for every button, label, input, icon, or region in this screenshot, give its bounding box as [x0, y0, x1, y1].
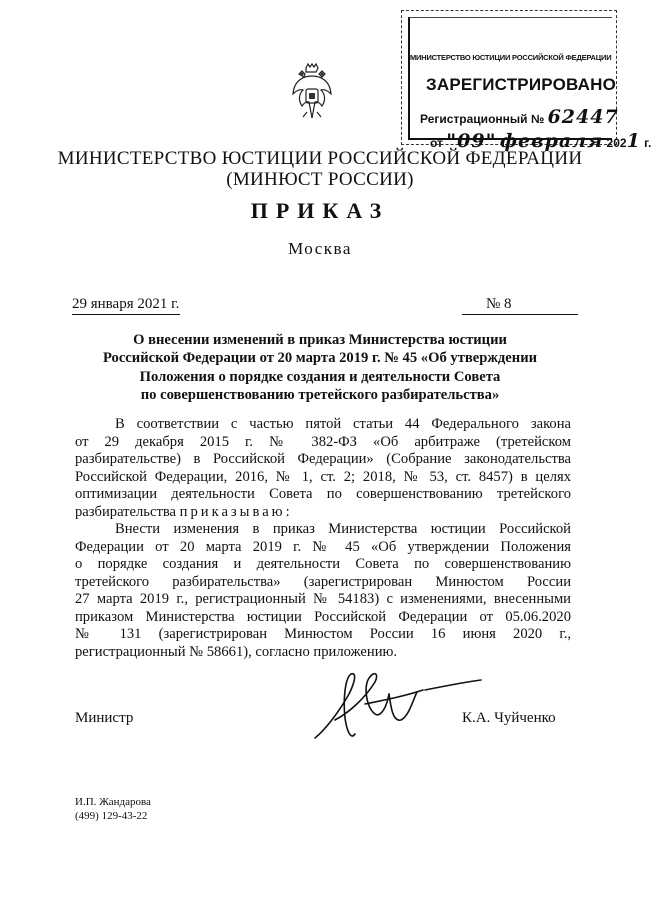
body-line: о порядке создания и деятельности Совета по совершенствованию: [75, 556, 571, 572]
body-line: третейского разбирательства» (зарегистрирован Минюстом России: [75, 573, 571, 590]
body-line: Внести изменения в приказ Министерства юстиции Российской: [115, 521, 571, 537]
body-line: разбирательства приказываю:: [75, 503, 293, 520]
registration-stamp: [401, 10, 651, 152]
body-line: № 131 (зарегистрирован Минюстом России 16 июня 2020 г.,: [75, 626, 571, 642]
order-body: [75, 416, 571, 661]
heading-line: О внесении изменений в приказ Министерства юстиции: [133, 332, 507, 348]
body-line: регистрационный № 58661), согласно приложению.: [75, 643, 398, 660]
order-word: приказываю:: [179, 503, 293, 520]
heading-line: по совершенствованию третейского разбирательства»: [140, 387, 500, 404]
handwritten-signature: [305, 660, 485, 750]
heading-line: Российской Федерации от 20 марта 2019 г. № 45 «Об утверждении: [102, 350, 538, 367]
document-type: ПРИКАЗ: [250, 198, 390, 223]
city: Москва: [288, 239, 352, 258]
executor-phone: (499) 129-43-22: [75, 810, 148, 822]
body-line: от 29 декабря 2015 г. № 382-ФЗ «Об арбитраже (третейском: [75, 433, 571, 450]
stamp-registered: ЗАРЕГИСТРИРОВАНО: [426, 75, 617, 94]
stamp-registration-line: [420, 106, 619, 128]
signer-name: К.А. Чуйченко: [462, 710, 556, 726]
stamp-date-year-prefix: 202: [606, 136, 627, 150]
body-line: 27 марта 2019 г., регистрационный № 54183) с изменениями, внесенными: [75, 591, 571, 607]
body-line: оптимизации деятельности Совета по совершенствованию третейского: [75, 486, 571, 502]
stamp-date-prefix: от: [430, 136, 443, 150]
stamp-reg-label: Регистрационный №: [420, 112, 545, 126]
executor-name: И.П. Жандарова: [75, 796, 151, 808]
body-line: Федерации от 20 марта 2019 г. № 45 «Об утверждении Положения: [75, 538, 571, 555]
stamp-date-month: февраля: [499, 130, 604, 152]
stamp-ministry: МИНИСТЕРСТВО ЮСТИЦИИ РОССИЙСКОЙ ФЕДЕРАЦИИ: [410, 53, 612, 62]
date-underline: [72, 314, 180, 315]
stamp-reg-number: 62447: [547, 106, 619, 128]
heading-line: Положения о порядке создания и деятельности Совета: [139, 368, 501, 385]
body-line: Российской Федерации, 2016, № 1, ст. 2; 2018, № 53, ст. 8457) в целях: [75, 468, 571, 485]
body-line: приказом Министерства юстиции Российской Федерации от 05.06.2020: [75, 608, 571, 625]
coat-of-arms-icon: [290, 62, 334, 122]
ministry-short-title: (МИНЮСТ РОССИИ): [226, 169, 414, 190]
order-date: 29 января 2021 г.: [72, 296, 180, 312]
body-line: В соответствии с частью пятой статьи 44 Федерального закона: [115, 416, 571, 432]
stamp-date-year-suffix: 1: [626, 130, 641, 152]
number-underline: [462, 314, 578, 315]
order-heading: [60, 331, 580, 405]
stamp-date-suffix: г.: [644, 136, 651, 150]
signer-title: Министр: [75, 710, 134, 726]
executor-info: [75, 795, 151, 823]
order-number: № 8: [486, 296, 512, 312]
body-line: разбирательстве) в Российской Федерации» (Собрание законодательства: [75, 451, 571, 467]
ministry-title: МИНИСТЕРСТВО ЮСТИЦИИ РОССИЙСКОЙ ФЕДЕРАЦИИ: [57, 148, 583, 169]
stamp-date-day: "09": [446, 130, 497, 152]
